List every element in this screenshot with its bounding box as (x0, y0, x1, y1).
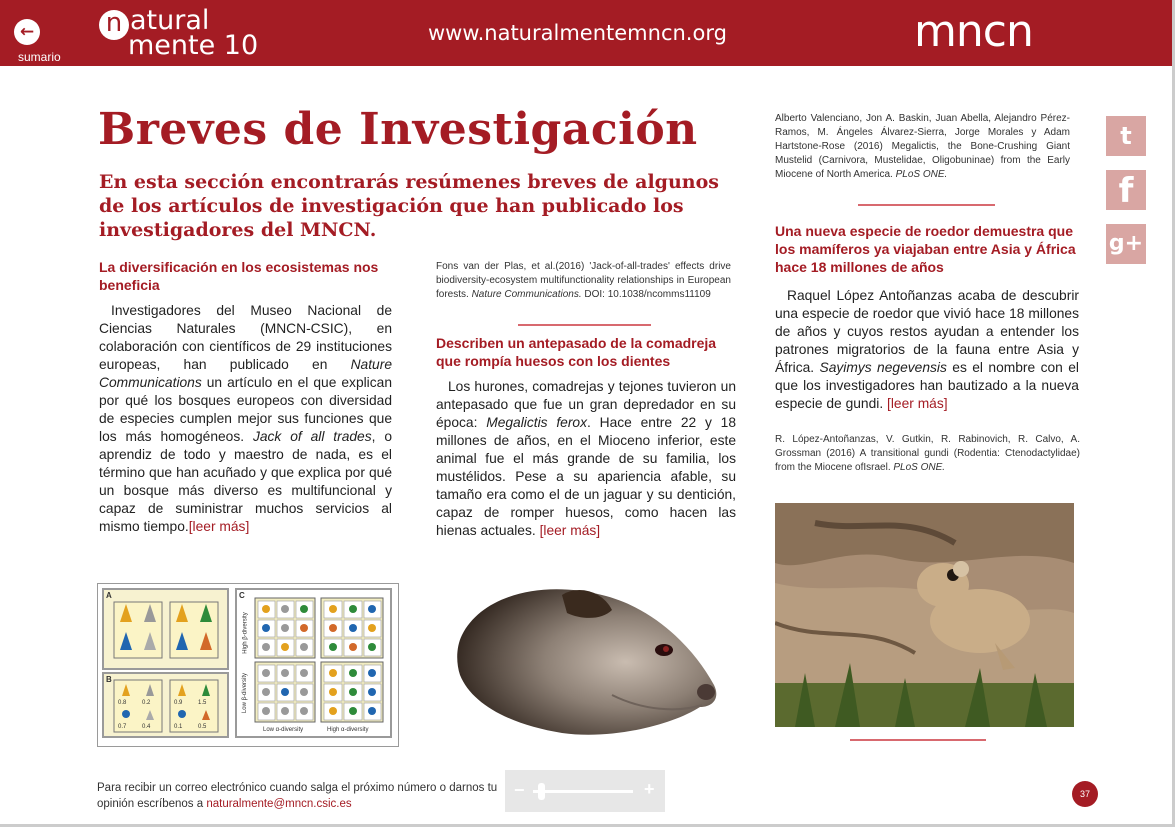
logo-line-1: atural (130, 5, 210, 36)
article1-body-part: , o aprendiz de todo y maestro de nada, es el término que han acuñado y que explica por qué un bosque más diverso es multifuncional y capaz de suministrar muchos servicios al mismo tiempo. (99, 429, 393, 534)
reference-text: R. López-Antoñanzas, V. Gutkin, R. Rabinovich, R. Calvo, A. Grossman (2016) A transitional gundi (Rodentia: Ctenodactylidae) from the Miocene ofIsrael. (775, 434, 1080, 473)
figure-value: 0.5 (198, 724, 207, 730)
article1-term: Jack of all trades (252, 429, 372, 444)
figure-panel-a (102, 588, 229, 670)
article2-species: Megalictis ferox (486, 415, 588, 430)
zoom-slider-track[interactable] (533, 790, 633, 793)
article2-body-part: Los hurones, comadrejas y tejones tuvieron un antepasado que fue un gran depredador en su época: (436, 379, 736, 430)
figure-value: 0.9 (174, 700, 183, 706)
twitter-icon[interactable]: t (1106, 116, 1146, 156)
divider (850, 739, 986, 741)
sumario-link[interactable]: sumario (18, 50, 61, 64)
article2-body-part: . Hace entre 22 y 18 millones de años, en el Mioceno inferior, este animal fue el más grande de su familia, los mustélidos. Pese a su apariencia afable, su tamaño era como el de un jaguar y su dentición, capaz de romper huesos, como hacen las hienas actuales. (436, 415, 736, 538)
page-subtitle: En esta sección encontrarás resúmenes breves de algunos de los artículos de investigación que han publicado los investigadores del MNCN. (99, 171, 719, 241)
gundi-photo (775, 503, 1074, 727)
article3-species: Sayimys negevensis (819, 360, 947, 375)
article1-read-more[interactable]: [leer más] (188, 519, 250, 534)
zoom-control[interactable] (505, 770, 665, 812)
article1-heading: La diversificación en los ecosistemas nos beneficia (99, 259, 379, 293)
figure-value: 1.5 (198, 700, 207, 706)
axis-label: Low α-diversity (263, 727, 304, 733)
article1-reference (436, 260, 731, 302)
reference-text: Alberto Valenciano, Jon A. Baskin, Juan Abella, Alejandro Pérez-Ramos, M. Ángeles Álvarez-Sierra, Jorge Morales y Adam Hartstone-Rose (2016) Megalictis, the Bone-Crushing Giant Mustelid (Carnivora, Mustelidae, Oligobuninae) from the Early Miocene of North America. (775, 113, 1070, 180)
zoom-out-button[interactable]: − (514, 780, 525, 800)
logo-n-mark: n (99, 10, 129, 40)
footer-contact (97, 780, 502, 812)
diversity-grid (237, 590, 390, 724)
figure-panel-b (102, 672, 229, 738)
article1-body-part: Investigadores del Museo Nacional de Ciencias Naturales (MNCN-CSIC), en colaboración con científicos de 29 instituciones europeas, han publicado en (99, 303, 392, 372)
article3-body-part: es el nombre con el que los investigadores han bautizado a la nueva especie de gundi. (775, 360, 1079, 411)
figure-panel-c (235, 588, 392, 738)
reference-journal: Nature Communications. (471, 289, 582, 300)
article2-body (436, 378, 736, 540)
reference-journal: PLoS ONE. (895, 169, 948, 180)
zoom-in-button[interactable]: + (644, 779, 655, 799)
mncn-logo[interactable]: mncn (914, 6, 1033, 57)
axis-label: High α-diversity (327, 727, 369, 733)
page-title: Breves de Investigación (98, 104, 698, 155)
article3-reference (775, 433, 1080, 475)
divider (858, 204, 995, 206)
contact-email-link[interactable]: naturalmente@mncn.csic.es (206, 798, 352, 810)
footer-text: Para recibir un correo electrónico cuando salga el próximo número o darnos tu opinión escríbenos a (97, 782, 498, 810)
axis-label: High β-diversity (242, 612, 249, 654)
top-bar (0, 0, 1175, 66)
panel-label: A (106, 591, 112, 600)
figure-value: 0.7 (118, 724, 127, 730)
back-arrow-icon[interactable] (14, 19, 40, 45)
divider (518, 324, 651, 326)
figure-value: 0.4 (142, 724, 151, 730)
reference-text: Fons van der Plas, et al.(2016) 'Jack-of-all-trades' effects drive biodiversity-ecosystem multifunctionality relationships in European forests. (436, 261, 731, 300)
panel-label: C (239, 591, 245, 600)
reference-text: DOI: 10.1038/ncomms11109 (581, 289, 711, 300)
figure-value: 0.8 (118, 700, 127, 706)
article3-body (775, 287, 1079, 413)
logo-line-2: mente 10 (128, 30, 259, 61)
facebook-icon[interactable]: f (1106, 170, 1146, 210)
article3-heading: Una nueva especie de roedor demuestra que los mamíferos ya viajaban entre Asia y África hace 18 millones de años (775, 223, 1076, 275)
article1-body (99, 302, 392, 536)
megalictis-illustration (452, 575, 722, 745)
article1-body-part: un artículo en el que explican por qué los bosques europeos con diversidad de especies cumplen mejor sus funciones que los más homogéneos. (99, 375, 392, 444)
axis-label: Low β-diversity (242, 672, 249, 714)
article2-heading: Describen un antepasado de la comadreja que rompía huesos con los dientes (436, 335, 717, 369)
diversity-figure (97, 583, 399, 747)
article2-read-more[interactable]: [leer más] (539, 523, 601, 538)
article1-journal: Nature Communications (99, 357, 392, 390)
google-plus-icon[interactable]: g+ (1106, 224, 1146, 264)
figure-value: 0.2 (142, 700, 151, 706)
tree-icons (104, 590, 227, 668)
reference-journal: PLoS ONE. (893, 462, 946, 473)
article3-read-more[interactable]: [leer más] (887, 396, 948, 411)
page-number-badge: 37 (1072, 781, 1098, 807)
article2-reference (775, 112, 1070, 182)
panel-label: B (106, 675, 112, 684)
article3-body-part: Raquel López Antoñanzas acaba de descubrir una especie de roedor que vivió hace 18 millones de años y cuyos restos ayudan a entender los patrones migratorios de la fauna entre Asia y África. (775, 288, 1079, 375)
site-url[interactable]: www.naturalmentemncn.org (428, 21, 727, 45)
zoom-slider-thumb[interactable] (538, 783, 545, 800)
figure-value: 0.1 (174, 724, 183, 730)
